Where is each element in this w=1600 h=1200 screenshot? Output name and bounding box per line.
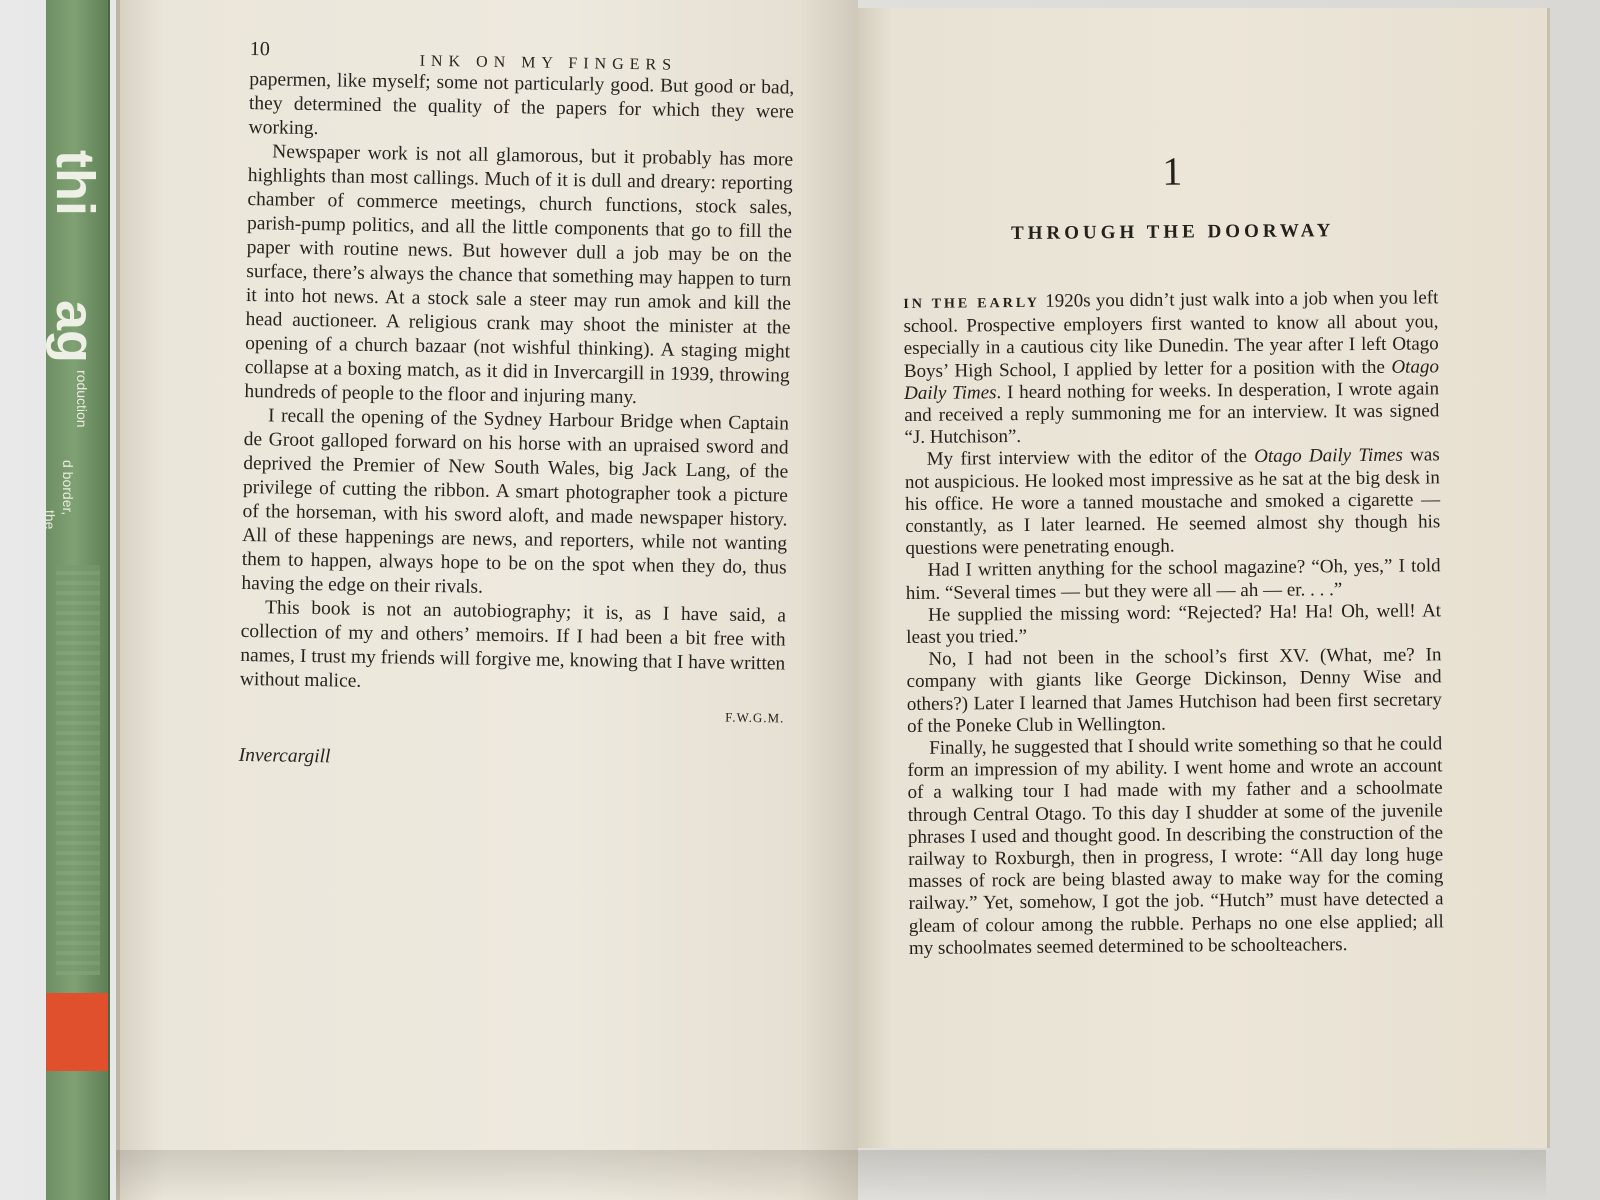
paragraph: This book is not an autobiography; it is, as I have said, a collection of my and others’ memoirs. If I had been a bit free with names, I trust my friends will forgive me, knowing that I have written without malice. [239,597,787,692]
chapter-number: 1 [1161,148,1183,194]
paragraph: Finally, he suggested that I should write something so that he could form an impression of my ability. I went home and wrote an account of a walking tour I had made with my father and a schoolmate through Central Otago. To this day I shudder at some of the juvenile phrases I used and thought good. In describing the construction of the railway to Roxburgh, then in progress, I wrote: “All day long huge masses of rock are being blasted away to make way for the coming railway.” Yet, somehow, I got the job. “Hutch” must have detected a gleam of colour among the rubble. Perhaps no one else applied; all my schoolmates seemed determined to be schoolteachers. [907,733,1444,959]
paragraph: He supplied the missing word: “Rejected? Ha! Ha! Oh, well! At least you tried.” [906,600,1442,649]
jacket-title-fragment-2: ag [45,300,105,364]
paragraph: I recall the opening of the Sydney Harbour Bridge when Captain de Groot galloped forward on his horse with an upraised sword and deprived the Premier of New South Wales, big Jack Lang, of the privilege of cutting the ribbon. A smart photographer took a picture of the horseman, with his sword aloft, and made newspaper history. All of these happenings are news, and reporters, while not wanting them to happen, always hope to be on the spot when they do, thus having the edge on their rivals. [241,405,790,598]
jacket-text-fragment-3: the [42,510,58,530]
running-head: INK ON MY FINGERS [419,52,678,74]
paragraph: IN THE EARLY 1920s you didn’t just walk into a job when you left school. Prospective employers first wanted to know all about you, especially in a cautious city like Dunedin. The year after I left Otago Boys’ High School, I applied by letter for a position with the Otago Daily Times. I heard nothing for weeks. In desperation, I wrote again and received a reply summoning me for an interview. It was signed “J. Hutchison”. [903,287,1440,449]
paragraph: Had I written anything for the school magazine? “Oh, yes,” I told him. “Several times — but they were all — ah — er. . . .” [905,555,1441,604]
paragraph: Newspaper work is not all glamorous, but it probably has more highlights than most callings. Much of it is dull and dreary: reporting chamber of commerce meetings, church functions, stock sales, parish-pump politics, and all the little components that go to fill the paper with routine news. But however dull a job may be on the surface, there’s always the chance that something may happen to turn it into hot news. At a stock sale a steer may run amok and kill the head auctioneer. A religious crank may shoot the minister at the opening of a church bazaar (not wishful thinking). A staging might collapse at a boxing match, as it did in Invercargill in 1939, throwing hundreds of people to the floor and injuring many. [244,141,794,409]
jacket-text-fragment-1: roduction [74,370,90,428]
jacket-orange-band [46,993,108,1071]
page-number: 10 [249,38,270,61]
newspaper-name: Otago Daily Times [1254,445,1403,468]
book-bottom-shadow [116,1150,1546,1200]
place-name: Invercargill [238,744,331,768]
right-body-text [903,287,1444,960]
chapter-title: THROUGH THE DOORWAY [1010,220,1335,245]
paragraph: No, I had not been in the school’s first XV. (What, me? In company with giants like George Dickinson, Denny Wise and others?) Later I learned that James Hutchison had been first secretary of the Poneke Club in Wellington. [906,644,1442,737]
book-jacket-spine [42,0,110,1200]
paragraph: papermen, like myself; some not particularly good. But good or bad, they determined the quality of the papers for which they were working. [248,68,795,140]
author-initials: F.W.G.M. [725,709,785,726]
newspaper-name: Otago Daily Times [904,355,1440,404]
jacket-text-fragment-2: d border, [60,460,76,516]
opening-small-caps: IN THE EARLY [903,295,1041,312]
jacket-print-area [56,565,100,975]
jacket-title-fragment-1: thi [45,150,105,216]
left-body-text [239,68,795,776]
paragraph: My first interview with the editor of the Otago Daily Times was not auspicious. He looked most impressive as he sat at the big desk in his office. He wore a tanned moustache and smoked a cigarette — constantly, as I later learned. He seemed almost shy though his questions were penetrating enough. [904,444,1441,560]
